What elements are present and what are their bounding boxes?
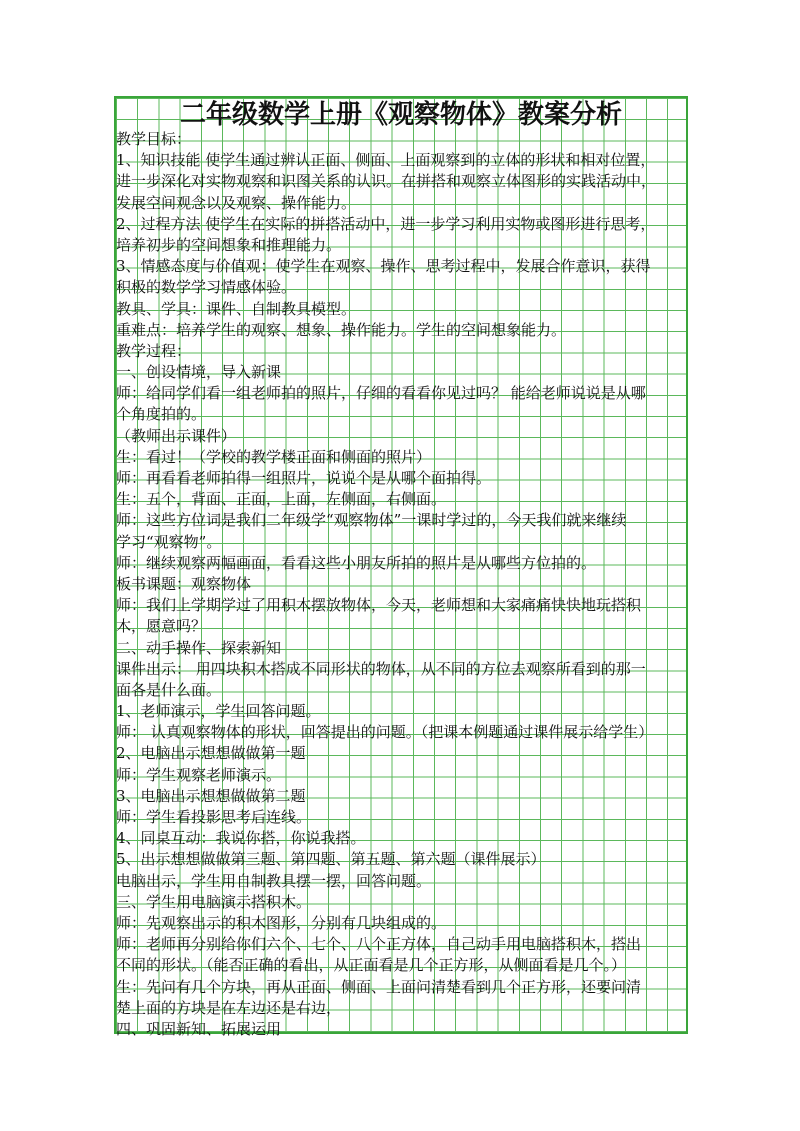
text-line: 师：老师再分别给你们六个、七个、八个正方体，自己动手用电脑搭积木，搭出: [116, 935, 642, 954]
text-line: 不同的形状。（能否正确的看出，从正面看是几个正方形，从侧面看是几个。）: [116, 956, 627, 975]
text-line: 师：我们上学期学过了用积木摆放物体，今天，老师想和大家痛痛快快地玩搭积: [116, 596, 642, 615]
text-line: 2、电脑出示想想做做第一题: [116, 744, 306, 763]
text-line: 四、巩固新知、拓展运用: [116, 1019, 282, 1038]
text-line: 3、电脑出示想想做做第二题: [116, 786, 306, 805]
text-line: 1、老师演示，学生回答问题。: [116, 702, 321, 721]
text-line: （教师出示课件）: [116, 426, 237, 445]
text-line: 楚上面的方块是在左边还是右边，: [116, 998, 342, 1017]
text-line: 师：继续观察两幅画面，看看这些小朋友所拍的照片是从哪些方位拍的。: [116, 553, 597, 572]
text-line: 师：给同学们看一组老师拍的照片，仔细的看看你见过吗？ 能给老师说说是从哪: [116, 384, 646, 403]
text-line: 生：先问有几个方块，再从正面、侧面、上面问清楚看到几个正方形，还要问清: [116, 977, 642, 996]
text-line: 二、动手操作、探索新知: [116, 638, 282, 657]
text-line: 师：学生观察老师演示。: [116, 765, 282, 784]
text-line: 三、学生用电脑演示搭积木。: [116, 892, 312, 911]
text-line: 2、过程方法 使学生在实际的拼搭活动中，进一步学习利用实物或图形进行思考，: [116, 214, 656, 233]
text-line: 师：先观察出示的积木图形，分别有几块组成的。: [116, 913, 447, 932]
text-line: 面各是什么面。: [116, 680, 222, 699]
text-line: 课件出示： 用四块积木搭成不同形状的物体，从不同的方位去观察所看到的那一: [116, 659, 646, 678]
page-title: 二年级数学上册《观察物体》教案分析: [179, 100, 622, 130]
document-body: [116, 129, 686, 1040]
text-line: 一、创设情境，导入新课: [116, 363, 282, 382]
text-line: 进一步深化对实物观察和识图关系的认识。在拼搭和观察立体图形的实践活动中，: [116, 172, 657, 191]
text-line: 师： 认真观察物体的形状，回答提出的问题。（把课本例题通过课件展示给学生）: [116, 723, 654, 742]
text-line: 板书课题：观察物体: [116, 574, 252, 593]
text-line: 3、情感态度与价值观：使学生在观察、操作、思考过程中，发展合作意识，获得: [116, 257, 651, 276]
text-line: 师：学生看投影思考后连线。: [116, 808, 312, 826]
text-line: 电脑出示，学生用自制教具摆一摆，回答问题。: [116, 871, 432, 890]
text-line: 个角度拍的。: [116, 405, 207, 424]
text-line: 师：这些方位词是我们二年级学“观察物体”一课时学过的，今天我们就来继续: [116, 511, 627, 530]
text-line: 重难点：培养学生的观察、想象、操作能力。学生的空间想象能力。: [116, 320, 567, 339]
text-line: 生：五个，背面、正面，上面，左侧面，右侧面。: [116, 490, 447, 509]
text-line: 培养初步的空间想象和推理能力。: [116, 235, 342, 254]
text-line: 生：看过！（学校的教学楼正面和侧面的照片）: [116, 447, 432, 466]
text-line: 师：再看看老师拍得一组照片，说说个是从哪个面拍得。: [116, 469, 492, 487]
text-line: 木，愿意吗？: [116, 617, 207, 636]
text-line: 1、知识技能 使学生通过辨认正面、侧面、上面观察到的立体的形状和相对位置，: [116, 151, 656, 170]
text-line: 发展空间观念以及观察、操作能力。: [116, 193, 357, 212]
text-line: 4、同桌互动：我说你搭，你说我搭。: [116, 829, 366, 848]
text-line: 教具、学具：课件、自制教具模型。: [116, 299, 357, 318]
text-line: 学习“观察物”。: [116, 532, 222, 551]
text-line: 积极的数学学习情感体验。: [116, 278, 297, 297]
text-line: 5、出示想想做做第三题、第四题、第五题、第六题（课件展示）: [116, 850, 546, 869]
text-line: 教学过程：: [116, 341, 192, 360]
text-line: 教学目标：: [116, 130, 192, 148]
